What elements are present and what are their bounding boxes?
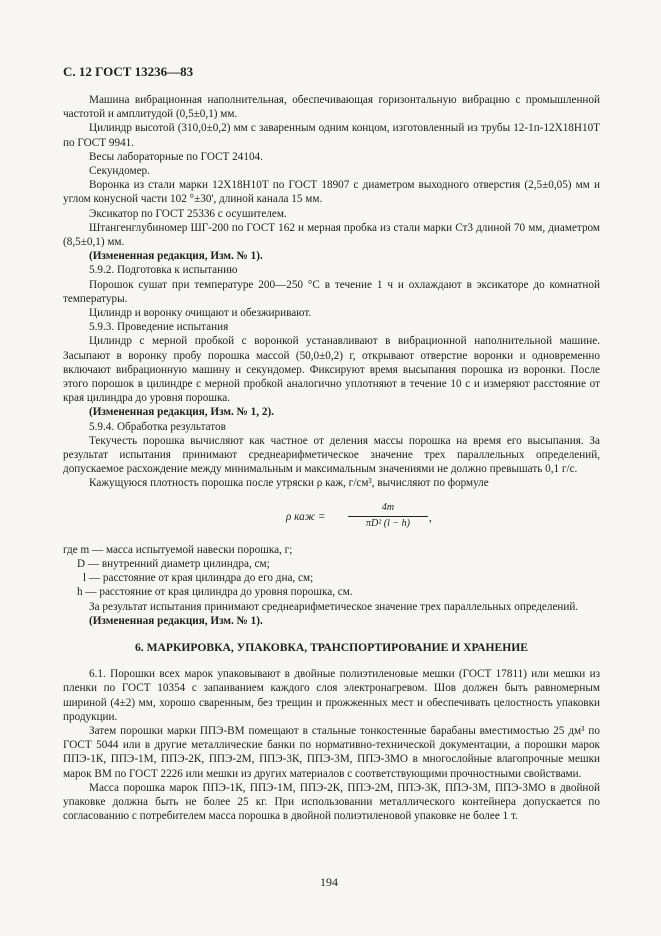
paragraph: Масса порошка марок ППЭ-1К, ППЭ-1М, ППЭ-2К, ППЭ-2М, ППЭ-3К, ППЭ-3М, ППЭ-3МО в двойной упаковке должна быть не более 25 кг. При использовании металлического контейнера допускается по согласованию с потребителем масса порошка в двойной полиэтиленовой упаковке не более 1 т. (63, 781, 600, 823)
density-formula (63, 501, 600, 535)
paragraph: Секундомер. (89, 165, 150, 178)
paragraph: Воронка из стали марки 12Х18Н10Т по ГОСТ 18907 с диаметром выходного отверстия (2,5±0,05) мм и углом конусной части 102 °±30', длиной канала 15 мм. (63, 179, 600, 206)
paragraph: Эксикатор по ГОСТ 25336 с осушителем. (89, 207, 287, 220)
formula-numerator: 4m (348, 501, 428, 517)
definition-line: h — расстояние от края цилиндра до уровня порошка, см. (77, 586, 353, 599)
paragraph: Порошок сушат при температуре 200—250 °С в течение 1 ч и охлаждают в эксикаторе до комнатной температуры. (63, 278, 600, 305)
paragraph: Кажущуюся плотность порошка после утряски ρ каж, г/см³, вычисляют по формуле (89, 477, 489, 490)
document-body (63, 93, 600, 823)
paragraph: 6.1. Порошки всех марок упаковывают в двойные полиэтиленовые мешки (ГОСТ 17811) или мешки из пленки по ГОСТ 10354 с запаиванием каждого слоя электронагревом. Шов должен быть равномерным шириной (4±2) мм, хорошо сваренным, без трещин и прожженных мест и обеспечивать целостность упаковки продукции. (63, 668, 600, 723)
subsection-title: 5.9.2. Подготовка к испытанию (89, 264, 238, 277)
amendment-note: (Измененная редакция, Изм. № 1). (89, 614, 263, 627)
page-header: С. 12 ГОСТ 13236—83 (63, 64, 194, 79)
definition-line: где m — масса испытуемой навески порошка, г; (63, 543, 293, 556)
formula-denominator: πD² (l − h) (366, 517, 410, 529)
paragraph: Цилиндр и воронку очищают и обезжиривают. (89, 307, 312, 320)
amendment-note: (Измененная редакция, Изм. № 1). (89, 250, 263, 263)
formula-lhs: ρ каж = (286, 510, 326, 523)
section-title: 6. МАРКИРОВКА, УПАКОВКА, ТРАНСПОРТИРОВАНИЕ И ХРАНЕНИЕ (134, 640, 529, 654)
paragraph: Весы лабораторные по ГОСТ 24104. (89, 150, 263, 163)
formula-fraction (348, 501, 428, 531)
paragraph: Машина вибрационная наполнительная, обеспечивающая горизонтальную вибрацию с промышленной частотой и амплитудой (0,5±0,1) мм. (63, 94, 600, 121)
paragraph: Цилиндр с мерной пробкой с воронкой устанавливают в вибрационной наполнительной машине. Засыпают в воронку пробу порошка массой (50,0±0,2) г, открывают отверстие воронки и одновременно включают вибрационную машину и секундомер. Фиксируют время высыпания порошка из воронки. После этого порошок в цилиндре с мерной пробкой аналогично уплотняют в течение 10 с и измеряют расстояние от края цилиндра до уровня порошка. (63, 335, 600, 405)
page-number: 194 (320, 875, 338, 889)
subsection-title: 5.9.3. Проведение испытания (89, 321, 229, 334)
subsection-title: 5.9.4. Обработка результатов (89, 420, 226, 433)
paragraph: Затем порошки марки ППЭ-ВМ помещают в стальные тонкостенные барабаны вместимостью 25 дм³ по ГОСТ 5044 или в другие металлические банки по нормативно-технической документации, а порошки марок ППЭ-1К, ППЭ-1М, ППЭ-2К, ППЭ-2М, ППЭ-3К, ППЭ-3М, ППЭ-3МО в многослойные влагопрочные мешки марок ВМ по ГОСТ 2226 или мешки из других материалов с соответствующими прочностными свойствами. (63, 724, 600, 780)
paragraph: За результат испытания принимают среднеарифметическое значение трех параллельных определений. (89, 600, 579, 613)
paragraph: Цилиндр высотой (310,0±0,2) мм с заваренным одним концом, изготовленный из трубы 12-1п-12Х18Н10Т по ГОСТ 9941. (63, 122, 600, 149)
amendment-note: (Измененная редакция, Изм. № 1, 2). (89, 406, 274, 419)
paragraph: Текучесть порошка вычисляют как частное от деления массы порошка на время его высыпания. За результат испытания принимают среднеарифметическое значение трех параллельных определений, допускаемое расхождение между минимальным и максимальным значениями не должно превышать 0,1 г/с. (63, 434, 600, 476)
definition-line: D — внутренний диаметр цилиндра, см; (77, 557, 270, 570)
paragraph: Штангенглубиномер ШГ-200 по ГОСТ 162 и мерная пробка из стали марки Ст3 длиной 70 мм, диаметром (8,5±0,1) мм. (63, 221, 600, 249)
definition-line: l — расстояние от края цилиндра до его дна, см; (83, 572, 314, 585)
formula-comma: , (429, 511, 432, 524)
